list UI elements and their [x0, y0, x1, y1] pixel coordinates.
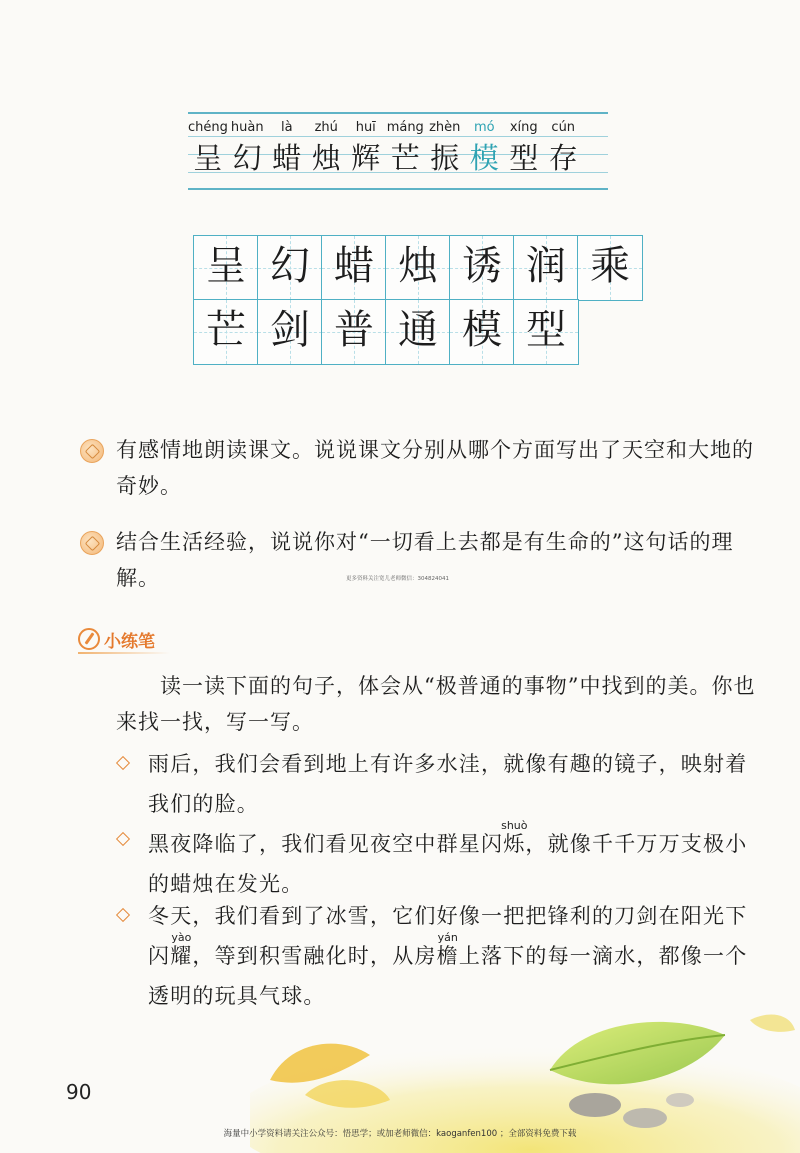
annotated-char	[170, 931, 193, 968]
vocab-pinyin: xíng	[509, 120, 538, 135]
sentence-text: ，等到积雪融化时，从房	[192, 944, 437, 968]
ruby-pinyin: shuò	[501, 819, 528, 832]
vocab-hanzi: 蜡	[272, 141, 302, 175]
vocab-hanzi: 模	[469, 141, 499, 175]
question-2	[116, 524, 756, 596]
example-sentence-1	[148, 744, 760, 824]
annotated-char	[436, 931, 459, 968]
char-cell	[513, 299, 579, 365]
question-1	[116, 432, 756, 504]
vocab-item	[425, 118, 465, 178]
sentence-text: 冬天，我们看到了冰雪，它们好像一把把锋利的刀剑在阳光下闪	[148, 904, 748, 968]
char-cell	[321, 299, 387, 365]
char: 芒	[206, 307, 246, 354]
vocab-item	[465, 118, 505, 178]
diamond-bullet-icon	[116, 756, 130, 770]
vocab-hanzi: 振	[430, 141, 460, 175]
ruby-base: 耀	[170, 944, 193, 968]
vocab-item	[307, 118, 347, 178]
small-leaf-icon	[750, 1015, 795, 1032]
pebble-icon	[623, 1108, 667, 1128]
example-sentence-3	[148, 896, 760, 1016]
char: 润	[526, 243, 566, 290]
pen-icon	[78, 628, 100, 650]
char: 幻	[270, 243, 310, 290]
practice-section-header	[78, 624, 155, 654]
exercise-badge-icon	[80, 531, 104, 555]
vocab-hanzi: 辉	[351, 141, 381, 175]
footer-watermark: 海量中小学资料请关注公众号：悟思学；或加老师微信：kaoganfen100 ；全部资料免费下载	[223, 1129, 577, 1139]
char: 乘	[590, 243, 630, 290]
vocabulary-band	[188, 112, 608, 190]
vocab-hanzi: 幻	[232, 141, 262, 175]
char: 模	[462, 307, 502, 354]
character-writing-grid	[194, 236, 642, 364]
small-watermark: 更多资料关注宽儿老师微信：304824041	[346, 576, 449, 582]
vocab-item	[504, 118, 544, 178]
vocab-item	[228, 118, 268, 178]
vocab-item	[346, 118, 386, 178]
char-cell	[257, 235, 323, 301]
vocab-hanzi: 存	[548, 141, 578, 175]
vocab-item	[544, 118, 584, 178]
section-underline	[78, 652, 170, 654]
vocab-pinyin: mó	[473, 120, 495, 135]
intro-text: 读一读下面的句子，体会从“极普通的事物”中找到的美。你也来找一找，写一写。	[116, 674, 756, 734]
vocab-pinyin: cún	[551, 120, 576, 135]
question-text: 结合生活经验，说说你对“一切看上去都是有生命的”这句话的理解。	[116, 530, 734, 590]
pebble-icon	[569, 1093, 621, 1117]
char-cell	[321, 235, 387, 301]
ruby-base: 烁	[501, 832, 528, 856]
vocab-pinyin: zhèn	[429, 120, 461, 135]
vocab-item	[267, 118, 307, 178]
char: 烛	[398, 243, 438, 290]
char-cell	[577, 235, 643, 301]
sentence-text: 上落下的每一滴水，都像一个透明的玩具气球。	[148, 944, 748, 1008]
char: 普	[334, 307, 374, 354]
ruby-pinyin: yán	[436, 931, 459, 944]
char: 型	[526, 307, 566, 354]
char-cell	[385, 299, 451, 365]
sentence-text: ，就像千千万万支极小的蜡烛在发光。	[148, 832, 748, 896]
vocab-hanzi: 芒	[390, 141, 420, 175]
char-cell	[449, 235, 515, 301]
vocab-pinyin: zhú	[314, 120, 338, 135]
pebble-icon	[666, 1093, 694, 1107]
vocab-pinyin: huī	[355, 120, 376, 135]
exercise-badge-icon	[80, 439, 104, 463]
vocab-pinyin: là	[280, 120, 293, 135]
char-cell	[193, 299, 259, 365]
question-text: 有感情地朗读课文。说说课文分别从哪个方面写出了天空和大地的奇妙。	[116, 438, 754, 498]
diamond-bullet-icon	[116, 908, 130, 922]
vocab-hanzi: 型	[509, 141, 539, 175]
practice-intro	[116, 668, 766, 740]
page-number: 90	[66, 1080, 92, 1104]
char: 通	[398, 307, 438, 354]
diamond-bullet-icon	[116, 832, 130, 846]
char: 蜡	[334, 243, 374, 290]
char: 诱	[462, 243, 502, 290]
vocab-row	[188, 118, 583, 178]
practice-title: 小练笔	[104, 631, 155, 652]
char: 剑	[270, 307, 310, 354]
char: 呈	[206, 243, 246, 290]
sentence-text: 雨后，我们会看到地上有许多水洼，就像有趣的镜子，映射着我们的脸。	[148, 752, 748, 816]
vocab-pinyin: máng	[386, 120, 424, 135]
vocab-item	[386, 118, 426, 178]
ruby-pinyin: yào	[170, 931, 193, 944]
vocab-pinyin: chéng	[188, 120, 228, 135]
char-cell	[513, 235, 579, 301]
annotated-char	[501, 819, 528, 856]
vocab-item	[188, 118, 228, 178]
example-sentence-2	[148, 820, 760, 904]
vocab-hanzi: 呈	[193, 141, 223, 175]
ruby-base: 檐	[436, 944, 459, 968]
sentence-text: 黑夜降临了，我们看见夜空中群星闪	[148, 832, 504, 856]
vocab-pinyin: huàn	[230, 120, 264, 135]
char-cell	[257, 299, 323, 365]
vocab-hanzi: 烛	[311, 141, 341, 175]
char-cell	[449, 299, 515, 365]
char-cell	[385, 235, 451, 301]
char-cell	[193, 235, 259, 301]
